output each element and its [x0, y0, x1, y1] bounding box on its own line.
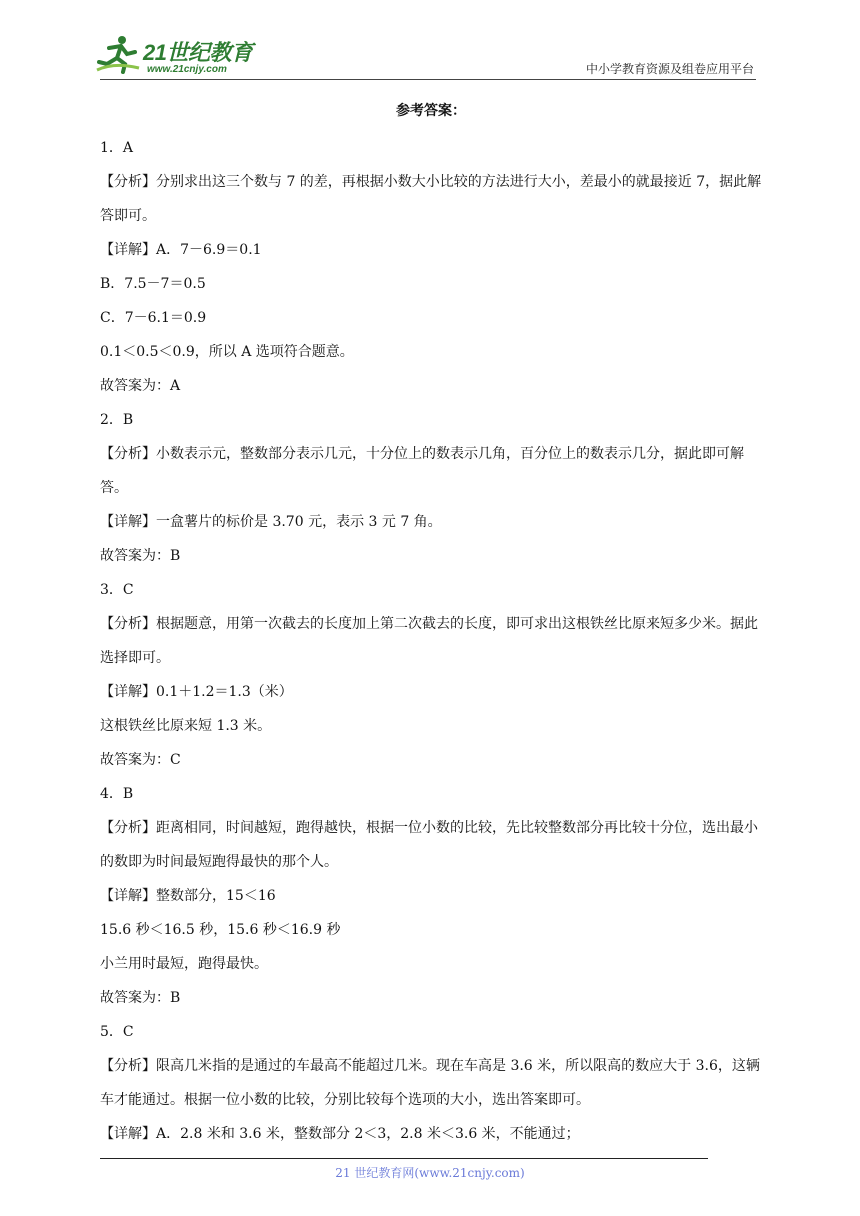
- analysis-paragraph: 【分析】限高几米指的是通过的车最高不能超过几米。现在车高是 3.6 米，所以限高的数应大于 3.6，这辆车才能通过。根据一位小数的比较，分别比较每个选项的大小，选出答案即可。: [100, 1058, 760, 1108]
- logo-text: 21世纪教育: [143, 40, 253, 65]
- answer-line: 故答案为：C: [100, 752, 181, 768]
- answer-line: 2．B: [100, 412, 134, 428]
- answer-line: 5．C: [100, 1024, 134, 1040]
- answer-content: [100, 97, 762, 1151]
- page-title: 参考答案：: [396, 103, 466, 119]
- answer-line: 这根铁丝比原来短 1.3 米。: [100, 718, 272, 734]
- footer-divider: [100, 1158, 708, 1159]
- runner-icon: [95, 34, 141, 74]
- answer-line: 【详解】A．2.8 米和 3.6 米，整数部分 2＜3，2.8 米＜3.6 米，不能通过；: [100, 1126, 580, 1142]
- answer-line: 【详解】整数部分，15＜16: [100, 888, 276, 904]
- answer-line: B．7.5－7＝0.5: [100, 276, 206, 292]
- answer-line: 故答案为：A: [100, 378, 181, 394]
- answer-line: 【详解】0.1＋1.2＝1.3（米）: [100, 684, 293, 700]
- header-divider: [100, 79, 756, 80]
- answer-line: 故答案为：B: [100, 990, 181, 1006]
- platform-tagline: 中小学教育资源及组卷应用平台: [585, 62, 754, 76]
- answer-line: 【详解】A．7－6.9＝0.1: [100, 242, 262, 258]
- answer-line: C．7－6.1＝0.9: [100, 310, 207, 326]
- answer-line: 【详解】一盒薯片的标价是 3.70 元，表示 3 元 7 角。: [100, 514, 442, 530]
- answer-line: 3．C: [100, 582, 134, 598]
- analysis-paragraph: 【分析】小数表示元，整数部分表示几元，十分位上的数表示几角，百分位上的数表示几分，据此即可解答。: [100, 446, 744, 496]
- analysis-paragraph: 【分析】距离相同，时间越短，跑得越快，根据一位小数的比较，先比较整数部分再比较十分位，选出最小的数即为时间最短跑得最快的那个人。: [100, 820, 758, 870]
- logo-url: www.21cnjy.com: [147, 64, 227, 75]
- page-header: [0, 0, 860, 90]
- answer-line: 0.1＜0.5＜0.9，所以 A 选项符合题意。: [100, 344, 354, 360]
- answer-line: 15.6 秒＜16.5 秒，15.6 秒＜16.9 秒: [100, 922, 341, 938]
- answer-line: 故答案为：B: [100, 548, 181, 564]
- answer-line: 1．A: [100, 140, 134, 156]
- site-logo[interactable]: [95, 30, 270, 82]
- analysis-paragraph: 【分析】根据题意，用第一次截去的长度加上第二次截去的长度，即可求出这根铁丝比原来短多少米。据此选择即可。: [100, 616, 758, 666]
- answer-line: 小兰用时最短，跑得最快。: [100, 956, 268, 972]
- analysis-paragraph: 【分析】分别求出这三个数与 7 的差，再根据小数大小比较的方法进行大小，差最小的就最接近 7，据此解答即可。: [100, 174, 762, 224]
- footer-link[interactable]: 21 世纪教育网(www.21cnjy.com): [335, 1166, 525, 1180]
- answer-line: 4．B: [100, 786, 134, 802]
